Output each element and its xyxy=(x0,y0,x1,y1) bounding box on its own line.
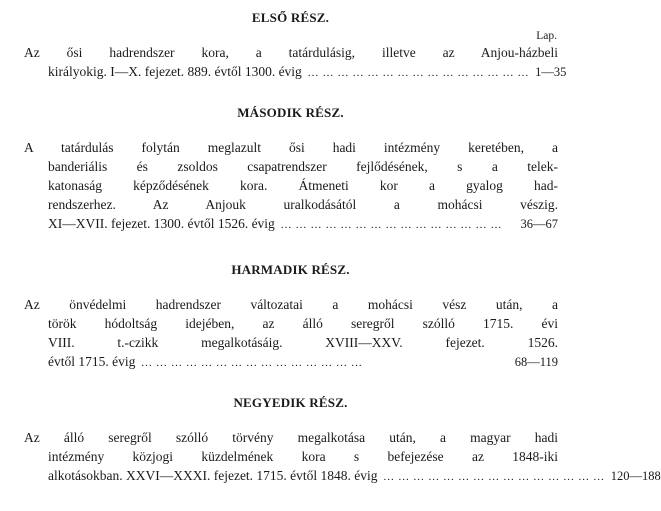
entry-line: katonaság képződésének kora. Átmeneti kor a gyalog had- xyxy=(48,178,558,193)
entry-line: intézmény közjogi küzdelmének kora s befejezése az 1848-iki xyxy=(48,449,558,464)
entry-line: A tatárdulás folytán meglazult ősi hadi intézmény keretében, a xyxy=(24,140,558,155)
entry-line: Az önvédelmi hadrendszer változatai a mohácsi vész után, a xyxy=(24,297,558,312)
entry-line: török hódoltság idejében, az álló seregről szólló 1715. évi xyxy=(48,316,558,331)
entry-line: Az ősi hadrendszer kora, a tatárdulásig, illetve az Anjou-házbeli xyxy=(24,45,558,60)
toc-entry xyxy=(24,138,558,233)
entry-last-line xyxy=(24,214,558,233)
toc-entry xyxy=(24,43,567,81)
page-range: 68—119 xyxy=(514,355,558,369)
toc-entry xyxy=(24,428,661,485)
dot-leader: ... ... ... ... ... ... ... ... ... ... ... ... ... ... ... xyxy=(141,357,363,369)
part-title: NEGYEDIK RÉSZ. xyxy=(233,395,348,410)
toc-entry xyxy=(24,295,558,371)
page-range: 120—188 xyxy=(610,469,661,483)
entry-line: rendszerhez. Az Anjouk uralkodásától a mohácsi vészig. xyxy=(48,197,558,212)
part-title: MÁSODIK RÉSZ. xyxy=(237,105,344,120)
dot-leader: ... ... ... ... ... ... ... ... ... ... ... ... ... ... ... xyxy=(383,471,605,483)
entry-line: alkotásokban. XXVI—XXXI. fejezet. 1715. évtől 1848. évig xyxy=(48,468,378,483)
entry-last-line xyxy=(24,62,567,81)
entry-line: királyokig. I—X. fejezet. 889. évtől 1300. évig xyxy=(48,64,302,79)
entry-line: XI—XVII. fejezet. 1300. évtől 1526. évig xyxy=(48,216,275,231)
entry-line: VIII. t.-czikk megalkotásáig. XVIII—XXV. fejezet. 1526. xyxy=(48,335,558,350)
page-column-label: Lap. xyxy=(536,30,557,42)
entry-last-line xyxy=(24,352,558,371)
entry-line: banderiális és zsoldos csapatrendszer fejlődésének, s a telek- xyxy=(48,159,558,174)
entry-line: évtől 1715. évig xyxy=(48,354,136,369)
dot-leader: ... ... ... ... ... ... ... ... ... ... ... ... ... ... ... xyxy=(280,219,503,231)
page-range: 1—35 xyxy=(535,65,567,79)
part-title: HARMADIK RÉSZ. xyxy=(231,262,350,277)
page-range: 36—67 xyxy=(520,217,558,231)
entry-line: Az álló seregről szólló törvény megalkotása után, a magyar hadi xyxy=(24,430,558,445)
dot-leader: ... ... ... ... ... ... ... ... ... ... ... ... ... ... ... xyxy=(307,67,530,79)
entry-last-line xyxy=(24,466,661,485)
part-title: ELSŐ RÉSZ. xyxy=(251,10,330,25)
